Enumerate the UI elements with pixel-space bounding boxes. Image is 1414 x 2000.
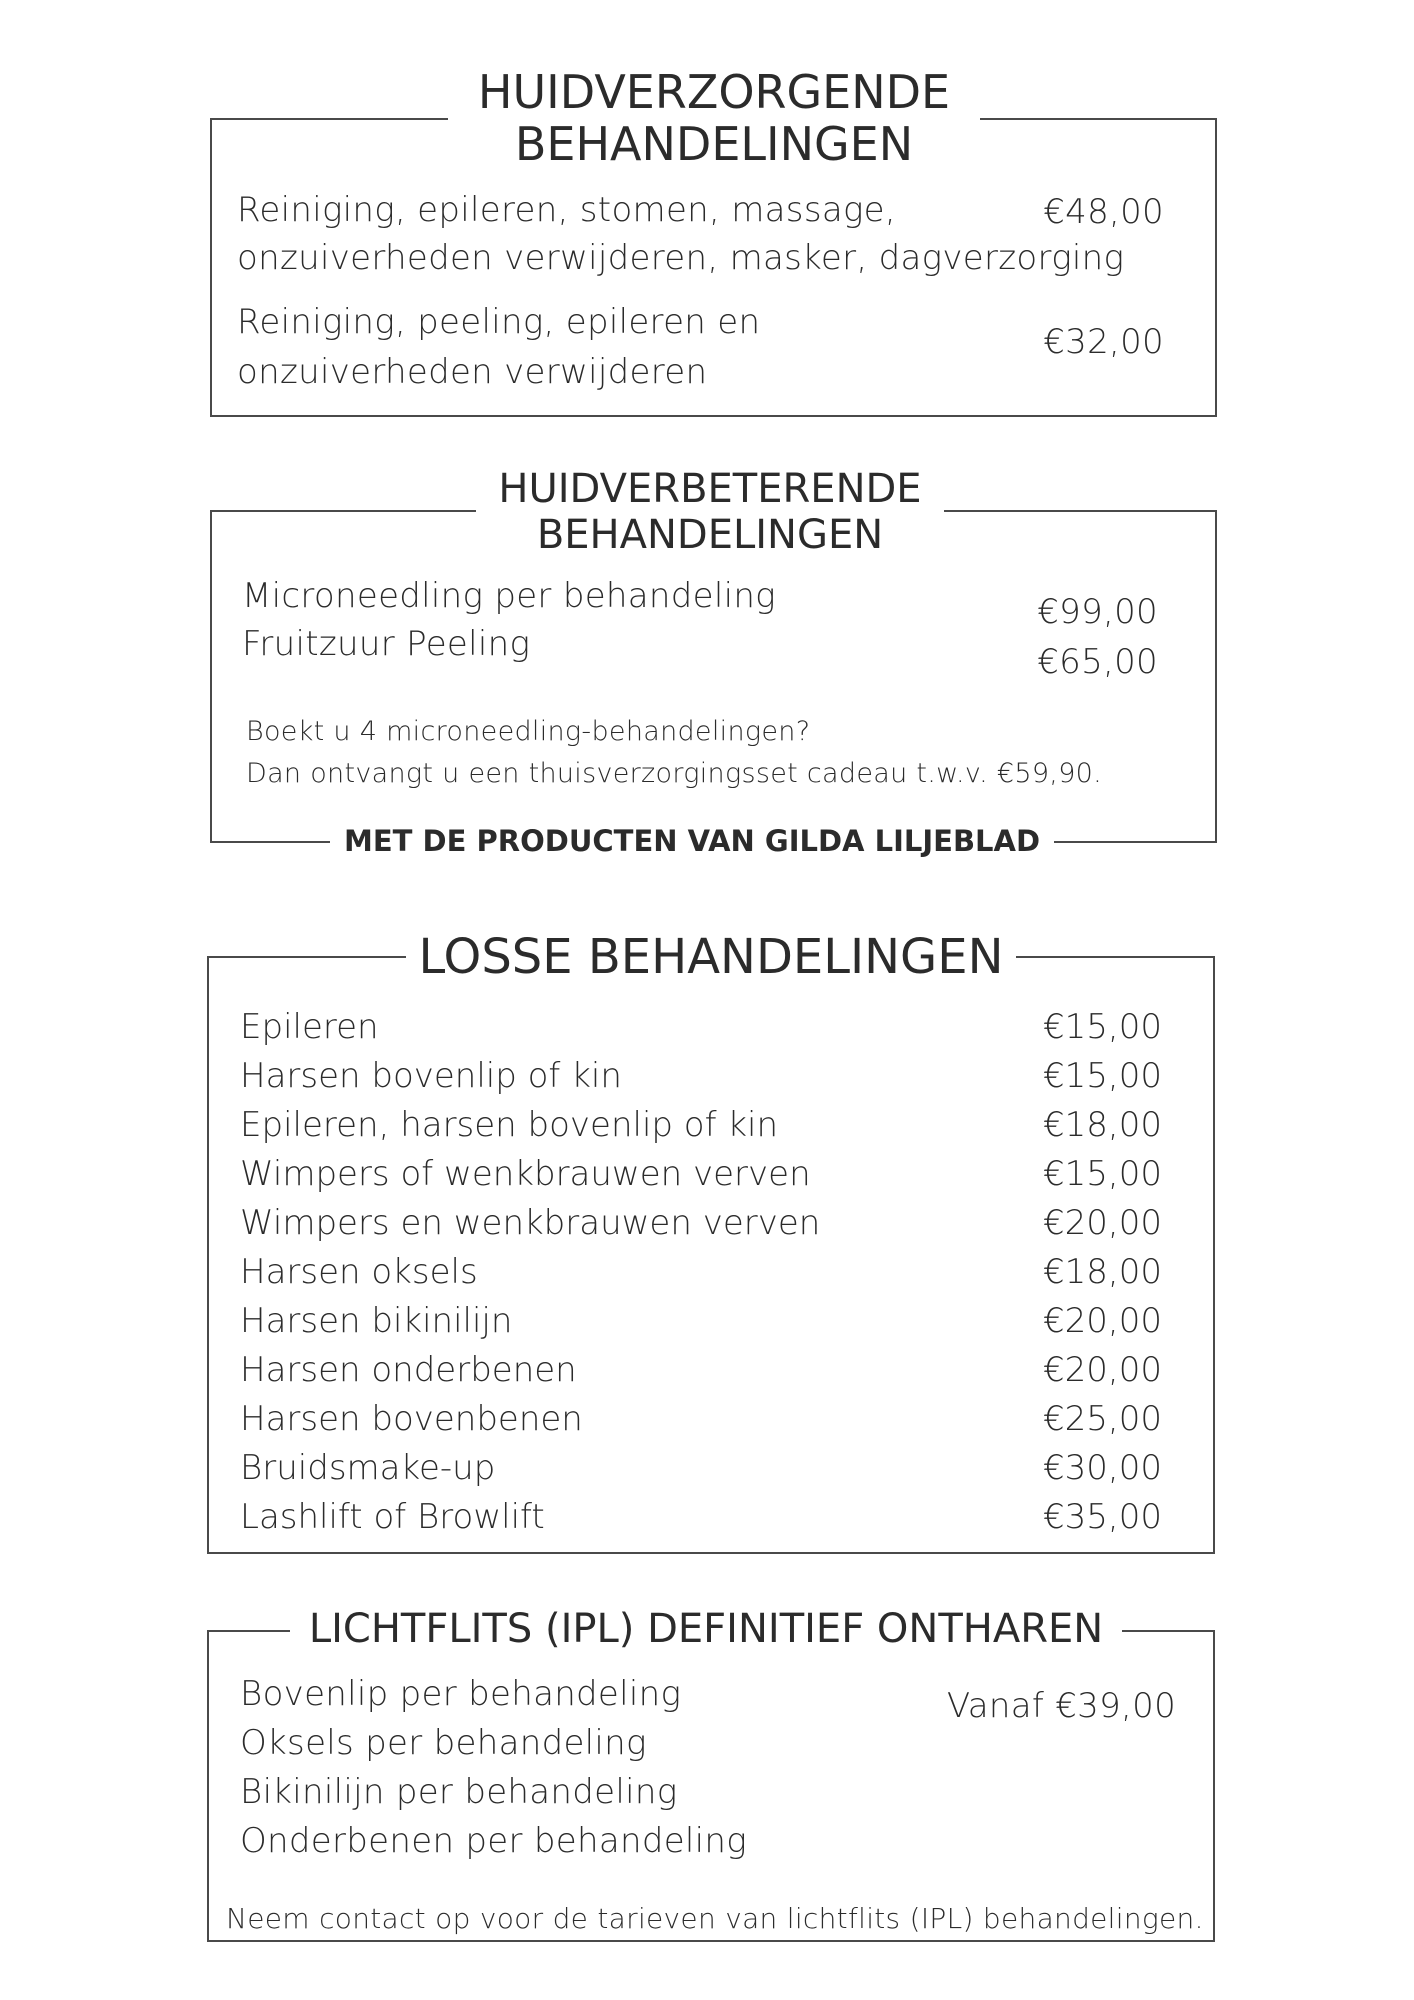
item-label: Harsen bovenlip of kin	[240, 1055, 622, 1096]
title-line-1: HUIDVERZORGENDE	[477, 65, 951, 119]
section-title-losse: LOSSE BEHANDELINGEN	[406, 928, 1016, 986]
ipl-note: Neem contact op voor de tarieven van lichtflits (IPL) behandelingen.	[226, 1902, 1204, 1935]
item-fruitzuur: Fruitzuur Peeling	[242, 624, 531, 664]
ipl-item-oksels: Oksels per behandeling	[240, 1723, 647, 1763]
list-item	[240, 1492, 1162, 1541]
title-line-2: BEHANDELINGEN	[536, 512, 884, 558]
list-item	[240, 1002, 1162, 1051]
ipl-item-onderbenen: Onderbenen per behandeling	[240, 1821, 747, 1861]
item-label: Harsen bovenbenen	[240, 1398, 583, 1439]
item-label: Wimpers of wenkbrauwen verven	[240, 1153, 811, 1194]
item-label: Lashlift of Browlift	[240, 1496, 545, 1537]
section-title-huidverbeterende	[476, 466, 944, 558]
list-item	[240, 1443, 1162, 1492]
list-item	[240, 1051, 1162, 1100]
item-label: Bruidsmake-up	[240, 1447, 496, 1488]
item-1-line-2: onzuiverheden verwijderen, masker, dagverzorging	[237, 238, 1125, 278]
item-price: €20,00	[1043, 1349, 1162, 1390]
list-item	[240, 1345, 1162, 1394]
item-price: €18,00	[1043, 1104, 1162, 1145]
item-price: €30,00	[1043, 1447, 1162, 1488]
ipl-price: Vanaf €39,00	[946, 1686, 1176, 1726]
item-label: Epileren, harsen bovenlip of kin	[240, 1104, 779, 1145]
item-price: €20,00	[1043, 1300, 1162, 1341]
item-microneedling: Microneedling per behandeling	[242, 576, 776, 616]
item-price: €15,00	[1043, 1153, 1162, 1194]
note-line-2: Dan ontvangt u een thuisverzorgingsset cadeau t.w.v. €59,90.	[246, 758, 1103, 789]
ipl-item-bikinilijn: Bikinilijn per behandeling	[240, 1772, 678, 1812]
item-label: Epileren	[240, 1006, 379, 1047]
section-title-huidverzorgende	[448, 66, 980, 170]
item-label: Harsen onderbenen	[240, 1349, 577, 1390]
price-microneedling: €99,00	[1037, 592, 1158, 632]
item-label: Harsen oksels	[240, 1251, 478, 1292]
list-item	[240, 1247, 1162, 1296]
item-2-line-1: Reiniging, peeling, epileren en	[237, 302, 761, 342]
item-price: €18,00	[1043, 1251, 1162, 1292]
note-line-1: Boekt u 4 microneedling-behandelingen?	[246, 716, 811, 747]
section-footer-gilda: MET DE PRODUCTEN VAN GILDA LILJEBLAD	[330, 824, 1054, 858]
item-price: €25,00	[1043, 1398, 1162, 1439]
item-price: €15,00	[1043, 1055, 1162, 1096]
list-item	[240, 1100, 1162, 1149]
section-title-ipl: LICHTFLITS (IPL) DEFINITIEF ONTHAREN	[290, 1605, 1122, 1653]
item-1-line-1: Reiniging, epileren, stomen, massage,	[237, 190, 896, 230]
item-price: €20,00	[1043, 1202, 1162, 1243]
item-1-price: €48,00	[1043, 192, 1164, 232]
item-label: Wimpers en wenkbrauwen verven	[240, 1202, 821, 1243]
title-line-2: BEHANDELINGEN	[514, 117, 914, 171]
title-line-1: HUIDVERBETERENDE	[498, 466, 922, 512]
item-2-price: €32,00	[1043, 322, 1164, 362]
list-item	[240, 1296, 1162, 1345]
item-2-line-2: onzuiverheden verwijderen	[237, 352, 708, 392]
list-item	[240, 1394, 1162, 1443]
price-fruitzuur: €65,00	[1037, 642, 1158, 682]
item-price: €15,00	[1043, 1006, 1162, 1047]
list-item	[240, 1198, 1162, 1247]
ipl-item-bovenlip: Bovenlip per behandeling	[240, 1674, 682, 1714]
item-price: €35,00	[1043, 1496, 1162, 1537]
item-label: Harsen bikinilijn	[240, 1300, 513, 1341]
list-item	[240, 1149, 1162, 1198]
